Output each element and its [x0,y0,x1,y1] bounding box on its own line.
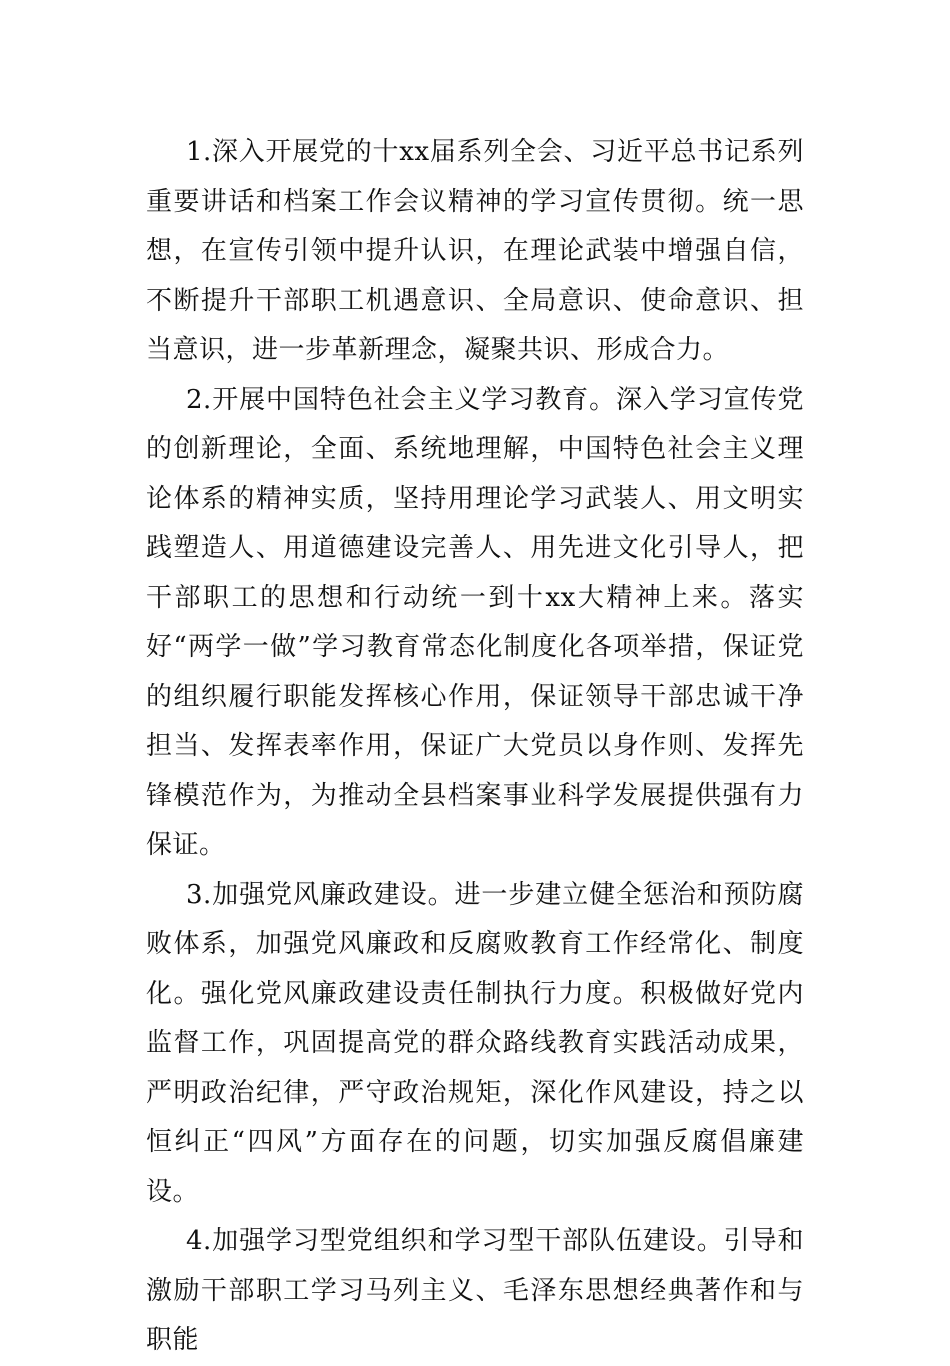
paragraph-3: 3.加强党风廉政建设。进一步建立健全惩治和预防腐败体系，加强党风廉政和反腐败教育工作经常化、制度化。强化党风廉政建设责任制执行力度。积极做好党内监督工作，巩固提高党的群众路线教育实践活动成果，严明政治纪律，严守政治规矩，深化作风建设，持之以恒纠正“四风”方面存在的问题，切实加强反腐倡廉建设。 [146,879,804,1207]
document-body [146,128,804,1366]
paragraph-1: 1.深入开展党的十xx届系列全会、习近平总书记系列重要讲话和档案工作会议精神的学习宣传贯彻。统一思想，在宣传引领中提升认识，在理论武装中增强自信，不断提升干部职工机遇意识、全局意识、使命意识、担当意识，进一步革新理念，凝聚共识、形成合力。 [146,137,804,365]
paragraph-2: 2.开展中国特色社会主义学习教育。深入学习宣传党的创新理论，全面、系统地理解，中国特色社会主义理论体系的精神实质，坚持用理论学习武装人、用文明实践塑造人、用道德建设完善人、用先进文化引导人，把干部职工的思想和行动统一到十xx大精神上来。落实好“两学一做”学习教育常态化制度化各项举措，保证党的组织履行职能发挥核心作用，保证领导干部忠诚干净担当、发挥表率作用，保证广大党员以身作则、发挥先锋模范作为，为推动全县档案事业科学发展提供强有力保证。 [146,384,804,860]
paragraph-4: 4.加强学习型党组织和学习型干部队伍建设。引导和激励干部职工学习马列主义、毛泽东思想经典著作和与职能 [146,1226,804,1355]
